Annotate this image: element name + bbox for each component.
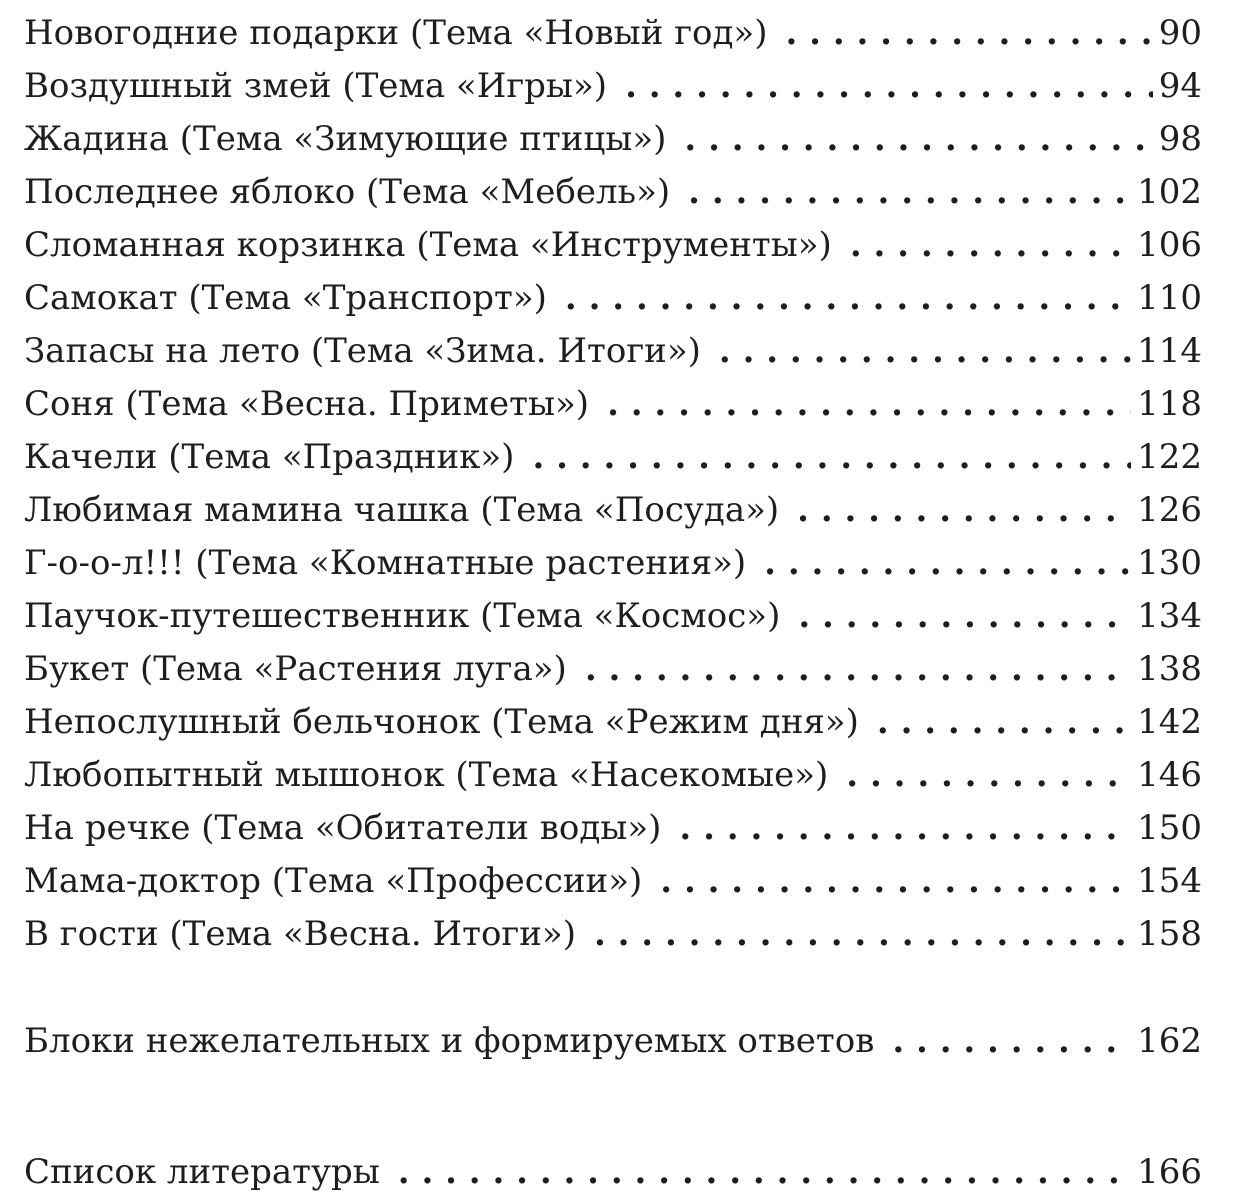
toc-entry-title: Список литературы: [24, 1152, 380, 1192]
toc-entry-title: Непослушный бельчонок (Тема «Режим дня»): [24, 702, 859, 742]
toc-entry: [24, 378, 1202, 431]
dot-leader: [594, 908, 1131, 961]
dot-leader: [607, 378, 1131, 431]
dot-leader: [688, 166, 1131, 219]
toc-entry-page: 90: [1158, 13, 1202, 53]
dot-leader: [798, 590, 1131, 643]
dot-leader: [850, 219, 1131, 272]
toc-entry: [24, 113, 1202, 166]
toc-entry-title: Г-о-о-л!!! (Тема «Комнатные растения»): [24, 543, 747, 583]
toc-entry-title: Любопытный мышонок (Тема «Насекомые»): [24, 755, 829, 795]
toc-entry-page: 98: [1158, 119, 1202, 159]
toc-entry: [24, 802, 1202, 855]
toc-entry-page: 166: [1137, 1152, 1202, 1192]
toc-entry: [24, 60, 1202, 113]
toc-entry-title: На речке (Тема «Обитатели воды»): [24, 808, 662, 848]
toc-entry-blocks: [24, 1015, 1202, 1068]
toc-entry: [24, 696, 1202, 749]
toc-entry-page: 126: [1137, 490, 1202, 530]
dot-leader: [785, 7, 1152, 60]
toc-entry: [24, 272, 1202, 325]
toc-entry-title: Новогодние подарки (Тема «Новый год»): [24, 13, 768, 53]
toc-entry-page: 162: [1137, 1021, 1202, 1061]
toc-entry-page: 102: [1137, 172, 1202, 212]
spacer: [24, 1068, 1202, 1146]
spacer: [24, 961, 1202, 1015]
dot-leader: [660, 855, 1131, 908]
toc-entry: [24, 537, 1202, 590]
toc-entry-title: Паучок-путешественник (Тема «Космос»): [24, 596, 781, 636]
dot-leader: [892, 1015, 1119, 1068]
toc-entry-page: 150: [1137, 808, 1202, 848]
toc-entry-title: Сломанная корзинка (Тема «Инструменты»): [24, 225, 832, 265]
toc-entry-page: 146: [1137, 755, 1202, 795]
toc-entry-title: Самокат (Тема «Транспорт»): [24, 278, 547, 318]
dot-leader: [764, 537, 1131, 590]
toc-entry: [24, 749, 1202, 802]
dot-leader: [532, 431, 1131, 484]
toc-entry: [24, 484, 1202, 537]
dot-leader: [719, 325, 1131, 378]
toc-entry-literature: [24, 1146, 1202, 1199]
toc-entry: [24, 643, 1202, 696]
toc-entry-page: 114: [1137, 331, 1202, 371]
dot-leader: [684, 113, 1152, 166]
toc-entry-page: 142: [1137, 702, 1202, 742]
toc-entry-title: Мама-доктор (Тема «Профессии»): [24, 861, 643, 901]
toc-entry-title: В гости (Тема «Весна. Итоги»): [24, 914, 576, 954]
toc-entry-page: 94: [1158, 66, 1202, 106]
toc-entry: [24, 590, 1202, 643]
dot-leader: [398, 1146, 1119, 1199]
toc-entry-page: 118: [1137, 384, 1202, 424]
table-of-contents: [24, 7, 1202, 1199]
dot-leader: [679, 802, 1131, 855]
toc-entry-page: 110: [1137, 278, 1202, 318]
toc-entry: [24, 855, 1202, 908]
dot-leader: [877, 696, 1131, 749]
dot-leader: [565, 272, 1131, 325]
toc-entry: [24, 166, 1202, 219]
toc-entry: [24, 325, 1202, 378]
toc-entry-page: 106: [1137, 225, 1202, 265]
toc-entry-page: 122: [1137, 437, 1202, 477]
toc-entry-title: Последнее яблоко (Тема «Мебель»): [24, 172, 671, 212]
toc-entry-page: 158: [1137, 914, 1202, 954]
toc-entry-page: 134: [1137, 596, 1202, 636]
toc-entry-title: Любимая мамина чашка (Тема «Посуда»): [24, 490, 780, 530]
toc-entry: [24, 7, 1202, 60]
toc-entry-title: Блоки нежелательных и формируемых ответов: [24, 1021, 875, 1061]
toc-entry: [24, 219, 1202, 272]
toc-entry-title: Воздушный змей (Тема «Игры»): [24, 66, 608, 106]
dot-leader: [625, 60, 1153, 113]
toc-entry-title: Соня (Тема «Весна. Приметы»): [24, 384, 590, 424]
toc-entry-title: Качели (Тема «Праздник»): [24, 437, 515, 477]
dot-leader: [797, 484, 1131, 537]
toc-entry-title: Букет (Тема «Растения луга»): [24, 649, 567, 689]
toc-entry-title: Жадина (Тема «Зимующие птицы»): [24, 119, 667, 159]
toc-entry: [24, 431, 1202, 484]
dot-leader: [585, 643, 1131, 696]
toc-entry-page: 154: [1137, 861, 1202, 901]
toc-entry-page: 138: [1137, 649, 1202, 689]
toc-entry-title: Запасы на лето (Тема «Зима. Итоги»): [24, 331, 701, 371]
toc-entry: [24, 908, 1202, 961]
dot-leader: [846, 749, 1131, 802]
toc-entry-page: 130: [1137, 543, 1202, 583]
